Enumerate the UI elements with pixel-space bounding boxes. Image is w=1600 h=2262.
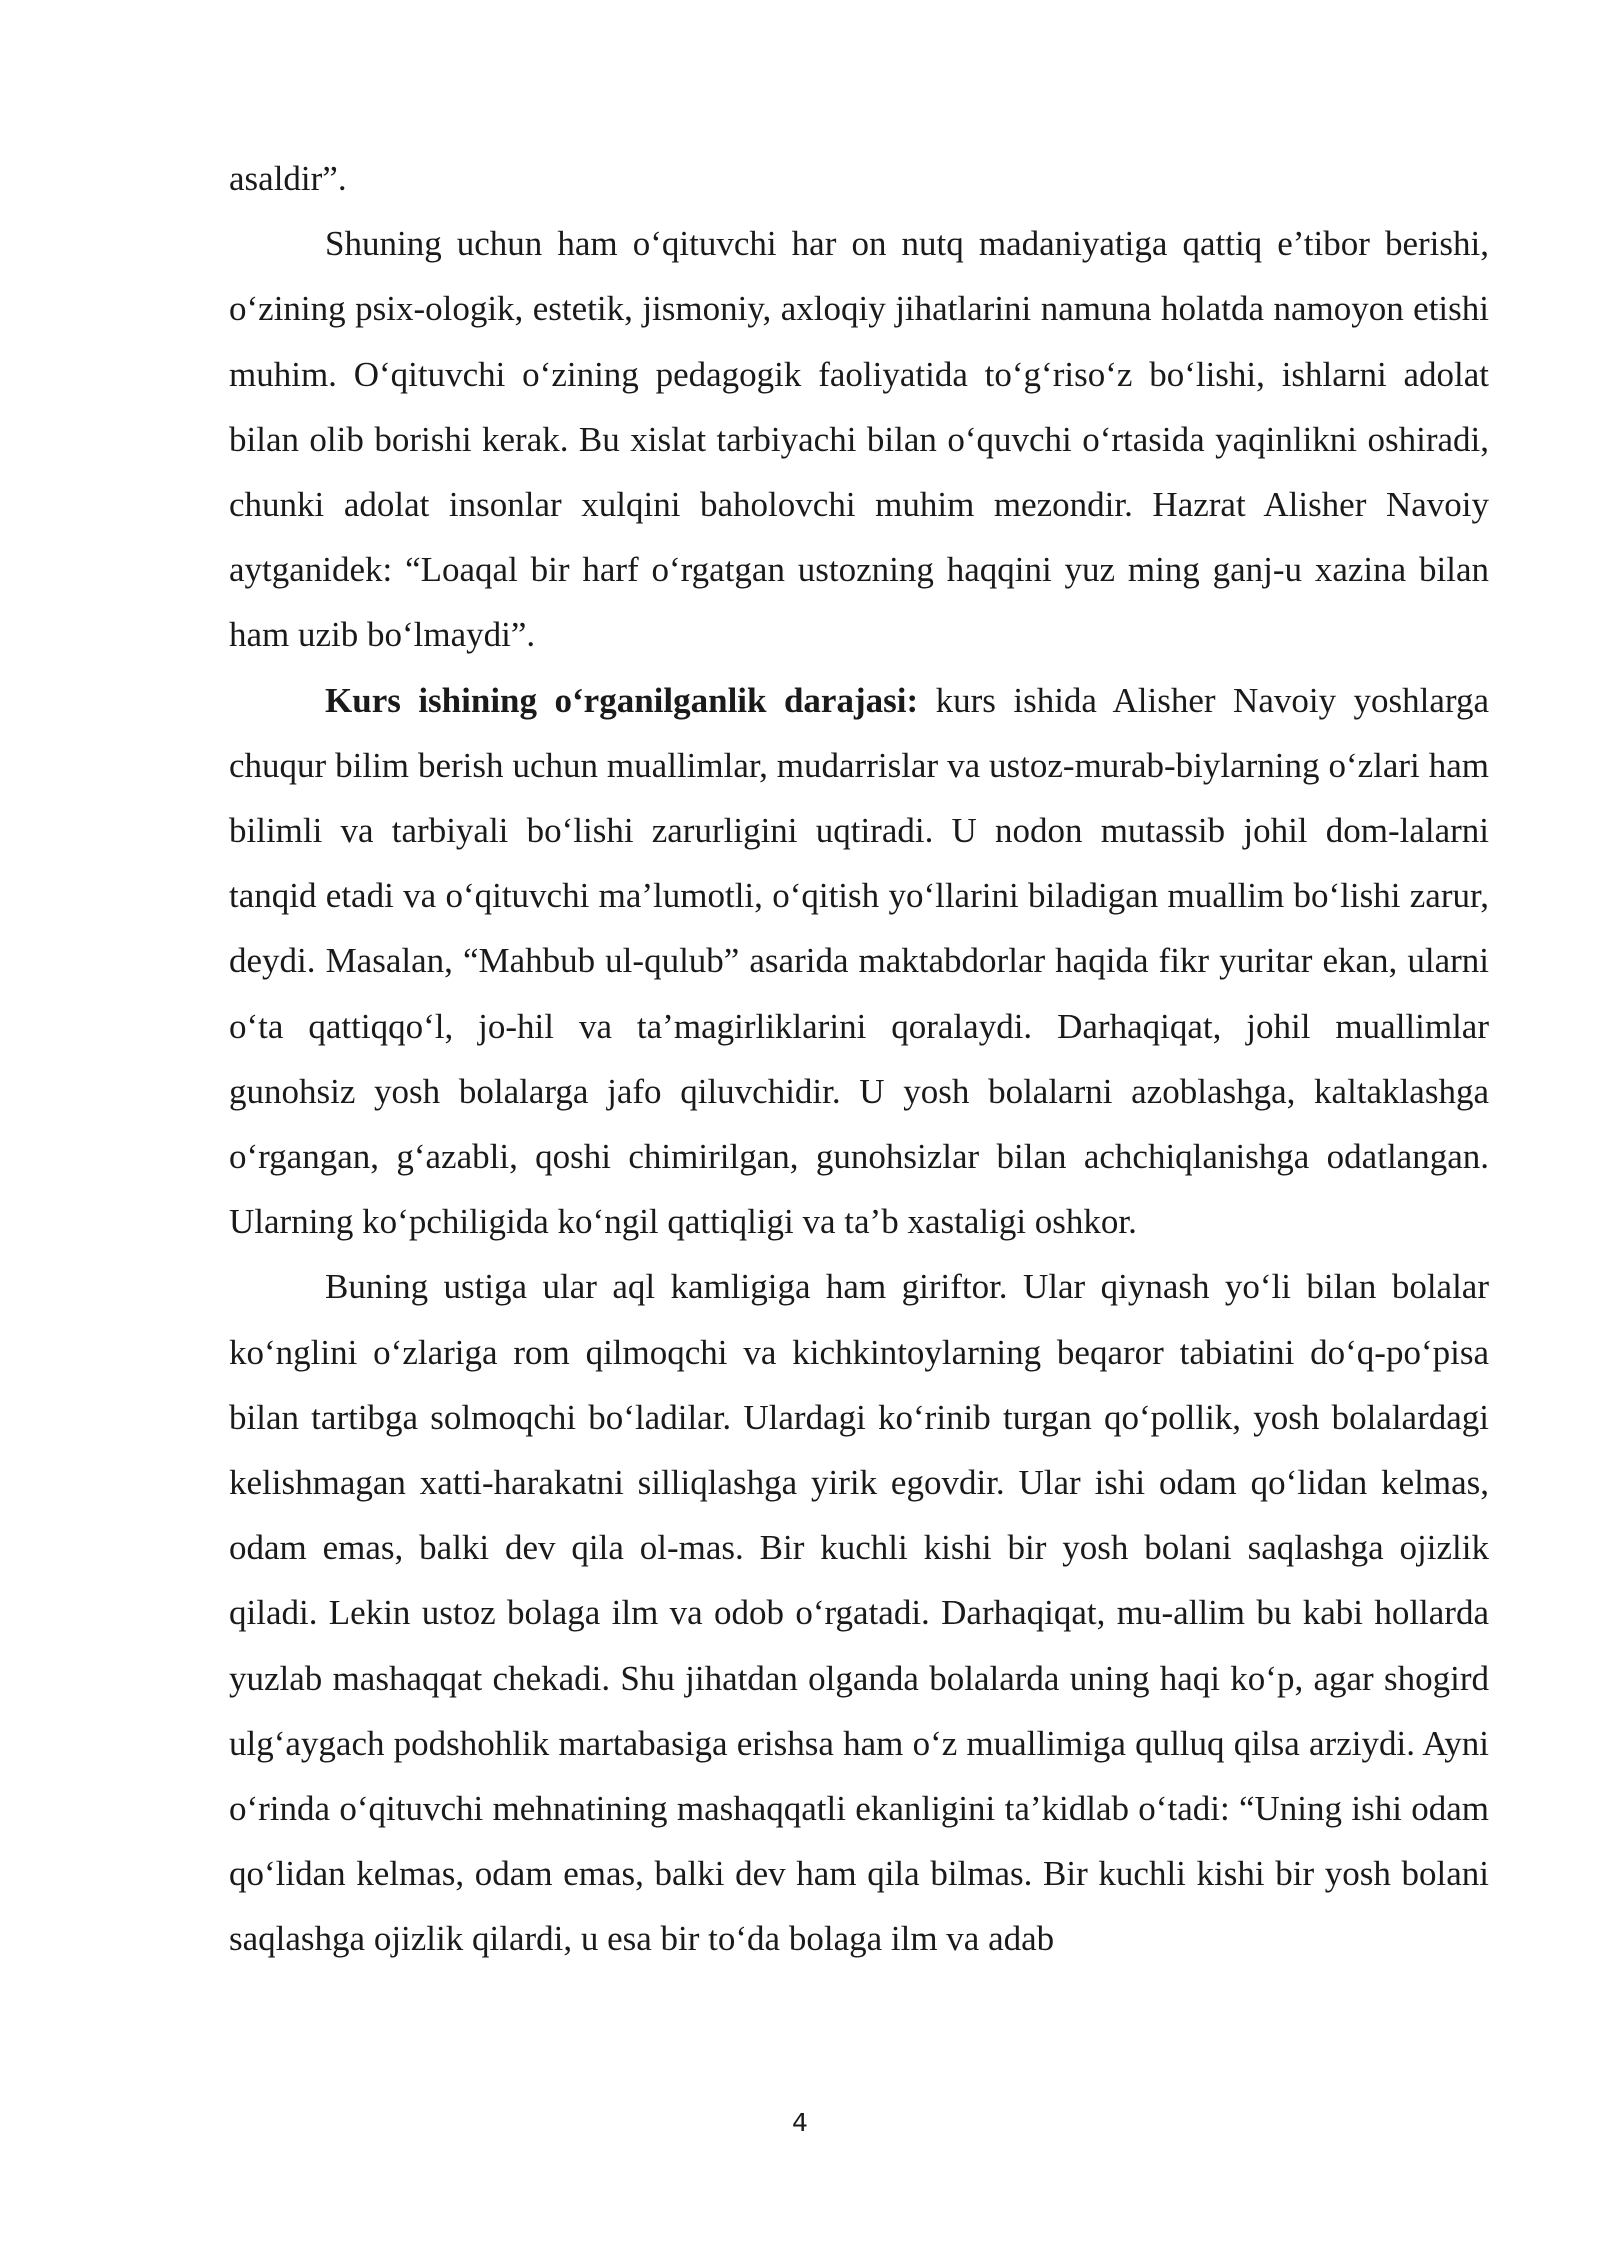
- body-text: [229, 146, 1489, 1972]
- paragraph-text: kurs ishida Alisher Navoiy yoshlarga chuqur bilim berish uchun muallimlar, mudarrislar va ustoz-murab-biylarning o‘zlari ham bilimli va tarbiyali bo‘lishi zarurligini uqtiradi. U nodon mutassib johil dom-lalarni tanqid etadi va o‘qituvchi ma’lumotli, o‘qitish yo‘llarini biladigan muallim bo‘lishi zarur, deydi. Masalan, “Mahbub ul-qulub” asarida maktabdorlar haqida fikr yuritar ekan, ularni o‘ta qattiqqo‘l, jo-hil va ta’magirliklarini qoralaydi. Darhaqiqat, johil muallimlar gunohsiz yosh bolalarga jafo qiluvchidir. U yosh bolalarni azoblashga, kaltaklashga o‘rgangan, g‘azabli, qoshi chimirilgan, gunohsizlar bilan achchiqlanishga odatlangan. Ularning ko‘pchiligida ko‘ngil qattiqligi va ta’b xastaligi oshkor.: [229, 680, 1489, 1242]
- section-heading: Kurs ishining o‘rganilganlik darajasi:: [325, 680, 919, 720]
- paragraph-text: Shuning uchun ham o‘qituvchi har on nutq madaniyatiga qattiq e’tibor berishi, o‘zining psix-ologik, estetik, jismoniy, axloqiy jihatlarini namuna holatda namoyon etishi muhim. O‘qituvchi o‘zining pedagogik faoliyatida to‘g‘riso‘z bo‘lishi, ishlarni adolat bilan olib borishi kerak. Bu xislat tarbiyachi bilan o‘quvchi o‘rtasida yaqinlikni oshiradi, chunki adolat insonlar xulqini baholovchi muhim mezondir. Hazrat Alisher Navoiy aytganidek: “Loaqal bir harf o‘rgatgan ustozning haqqini yuz ming ganj-u xazina bilan ham uzib bo‘lmaydi”.: [229, 224, 1489, 655]
- paragraph-text: asaldir”.: [229, 159, 347, 198]
- page-number: 4: [792, 2108, 808, 2137]
- paragraph-ignorance: [229, 1254, 1489, 1971]
- paragraph-continuation: [229, 146, 1489, 211]
- paragraph-study-level: [229, 668, 1489, 1255]
- paragraph-teacher-speech: [229, 211, 1489, 667]
- paragraph-text: Buning ustiga ular aql kamligiga ham giriftor. Ular qiynash yo‘li bilan bolalar ko‘nglini o‘zlariga rom qilmoqchi va kichkintoylarning beqaror tabiatini do‘q-po‘pisa bilan tartibga solmoqchi bo‘ladilar. Ulardagi ko‘rinib turgan qo‘pollik, yosh bolalardagi kelishmagan xatti-harakatni silliqlashga yirik egovdir. Ular ishi odam qo‘lidan kelmas, odam emas, balki dev qila ol-mas. Bir kuchli kishi bir yosh bolani saqlashga ojizlik qiladi. Lekin ustoz bolaga ilm va odob o‘rgatadi. Darhaqiqat, mu-allim bu kabi hollarda yuzlab mashaqqat chekadi. Shu jihatdan olganda bolalarda uning haqi ko‘p, agar shogird ulg‘aygach podshohlik martabasiga erishsa ham o‘z muallimiga qulluq qilsa arziydi. Ayni o‘rinda o‘qituvchi mehnatining mashaqqatli ekanligini ta’kidlab o‘tadi: “Uning ishi odam qo‘lidan kelmas, odam emas, balki dev ham qila bilmas. Bir kuchli kishi bir yosh bolani saqlashga ojizlik qilardi, u esa bir to‘da bolaga ilm va adab: [229, 1267, 1489, 1959]
